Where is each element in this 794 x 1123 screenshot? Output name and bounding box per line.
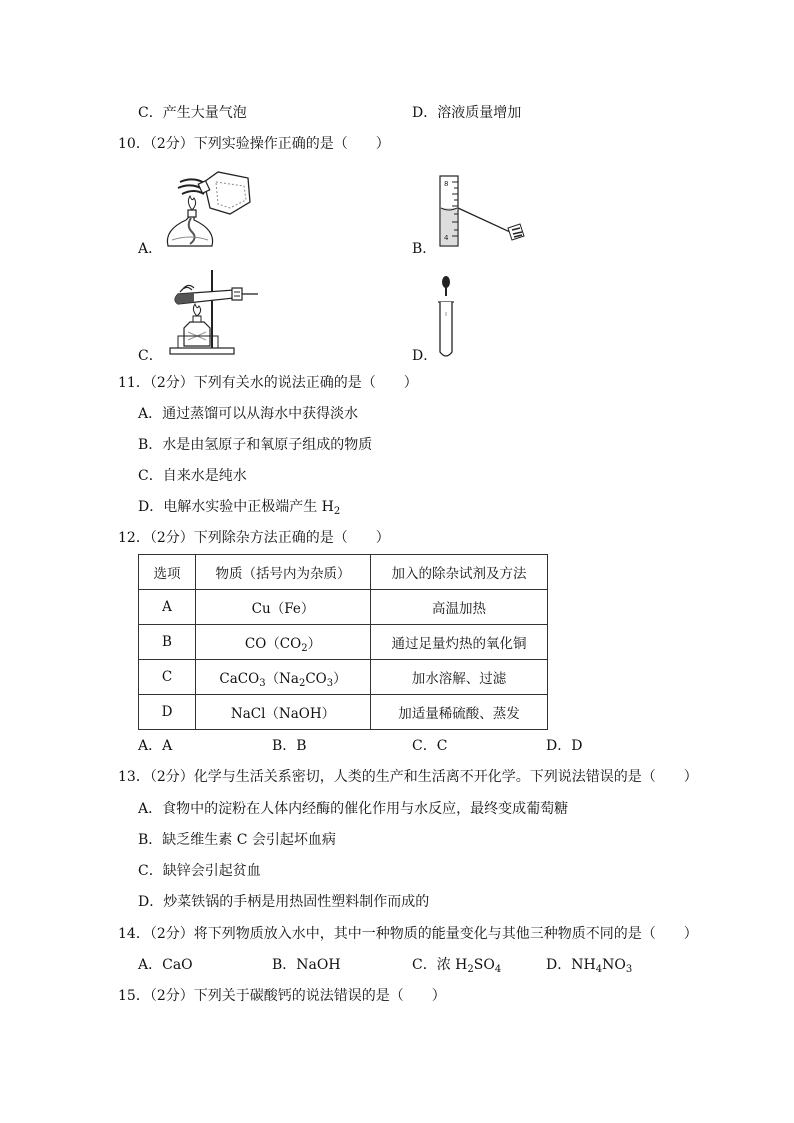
- q10-option-c-letter: C．: [138, 348, 163, 364]
- option-text: 产生大量气泡: [162, 105, 247, 121]
- q10-option-a-letter: A．: [138, 241, 163, 257]
- q15-stem: [118, 987, 446, 1005]
- question-text: 下列实验操作正确的是（ ）: [193, 136, 390, 152]
- option-letter: C．: [138, 105, 163, 121]
- q12-option-b: [272, 737, 307, 755]
- question-number: 12．: [118, 530, 150, 546]
- option-letter: A．: [138, 957, 163, 973]
- table-header-cell: 选项: [139, 555, 196, 590]
- q13-option-b: [138, 831, 336, 849]
- table-cell-method: 加适量稀硫酸、蒸发: [371, 695, 548, 730]
- q10-figure-b-cylinder-reading: [436, 174, 532, 250]
- subscript: 2: [467, 964, 474, 975]
- option-letter: A．: [138, 801, 163, 817]
- q11-stem: [118, 374, 418, 392]
- table-row: [139, 660, 548, 695]
- question-number: 13．: [118, 769, 150, 785]
- table-cell-substance: [196, 695, 371, 730]
- option-letter: A．: [138, 406, 163, 422]
- question-score: （2分）: [149, 988, 194, 1004]
- question-number: 10．: [118, 136, 150, 152]
- table-header-row: [139, 555, 548, 590]
- table-row: [139, 695, 548, 730]
- formula-part: CO（CO: [244, 636, 302, 652]
- q9-option-d: [412, 104, 521, 122]
- question-score: （2分）: [149, 769, 194, 785]
- question-text: 下列除杂方法正确的是（ ）: [193, 530, 390, 546]
- q11-option-a: [138, 405, 358, 423]
- formula-part: SO: [473, 957, 495, 973]
- formula-part: NaOH: [296, 957, 341, 973]
- question-score: （2分）: [149, 375, 194, 391]
- option-text: 电解水实验中正极端产生 H: [163, 499, 334, 515]
- formula-part: CaO: [162, 957, 193, 973]
- option-letter: C．: [138, 863, 163, 879]
- table-row: [139, 625, 548, 660]
- option-letter: B．: [138, 832, 163, 848]
- q10-figure-a-alcohol-lamp-pouring: [160, 168, 260, 256]
- subscript: 4: [494, 964, 502, 975]
- subscript: 3: [326, 678, 334, 689]
- option-text: A: [162, 738, 173, 754]
- question-text: 下列关于碳酸钙的说法错误的是（ ）: [193, 988, 446, 1004]
- option-letter: C．: [138, 468, 163, 484]
- option-text: 通过蒸馏可以从海水中获得淡水: [162, 406, 359, 422]
- option-text: 食物中的淀粉在人体内经酶的催化作用与水反应，最终变成葡萄糖: [162, 801, 569, 817]
- option-text: 炒菜铁锅的手柄是用热固性塑料制作而成的: [163, 894, 430, 910]
- q14-stem: [118, 925, 698, 943]
- q13-option-a: [138, 800, 568, 818]
- q12-option-a: [138, 737, 172, 755]
- formula-part: NH: [571, 957, 596, 973]
- option-text: B: [296, 738, 307, 754]
- option-text: C: [436, 738, 448, 754]
- q13-stem: [118, 768, 698, 786]
- table-cell-option: C: [139, 660, 196, 695]
- option-letter: C．: [412, 957, 437, 973]
- formula-part: ）: [333, 671, 347, 687]
- subscript: 3: [259, 678, 266, 689]
- option-letter: B．: [138, 437, 163, 453]
- q10-option-d-letter: D．: [412, 348, 438, 364]
- option-text: 缺锌会引起贫血: [162, 863, 261, 879]
- option-text: 水是由氢原子和氧原子组成的物质: [162, 437, 373, 453]
- table-cell-substance: [196, 625, 371, 660]
- formula-part: Cu（Fe）: [251, 601, 315, 617]
- cylinder-tick-4: 4: [444, 234, 449, 242]
- question-text: 化学与生活关系密切，人类的生产和生活离不开化学。下列说法错误的是（ ）: [193, 769, 698, 785]
- question-number: 15．: [118, 988, 150, 1004]
- q10-option-b-letter: B．: [412, 241, 437, 257]
- option-letter: D．: [546, 957, 572, 973]
- q13-option-c: [138, 862, 261, 880]
- question-score: （2分）: [149, 926, 194, 942]
- table-cell-substance: [196, 660, 371, 695]
- option-letter: D．: [138, 499, 164, 515]
- subscript: 2: [298, 678, 306, 689]
- option-letter: D．: [138, 894, 164, 910]
- table-header-cell: 物质（括号内为杂质）: [196, 555, 371, 590]
- question-score: （2分）: [149, 530, 194, 546]
- option-letter: C．: [412, 738, 437, 754]
- formula-part: CO: [305, 671, 327, 687]
- option-text: 缺乏维生素 C 会引起坏血病: [162, 832, 336, 848]
- q11-option-c: [138, 467, 247, 485]
- question-number: 11．: [118, 375, 150, 391]
- q13-option-d: [138, 893, 429, 911]
- q10-figure-d-dropper-test-tube: [432, 272, 468, 360]
- q11-option-d: [138, 498, 340, 516]
- table-row: [139, 590, 548, 625]
- option-letter: A．: [138, 738, 163, 754]
- option-text: D: [571, 738, 583, 754]
- q10-stem: [118, 135, 390, 153]
- subscript: 3: [625, 964, 633, 975]
- q12-stem: [118, 529, 390, 547]
- formula-part: 浓 H: [436, 957, 468, 973]
- table-cell-method: 高温加热: [371, 590, 548, 625]
- option-letter: D．: [546, 738, 572, 754]
- subscript: 2: [301, 643, 308, 654]
- question-number: 14．: [118, 926, 150, 942]
- q10-figure-c-heating-test-tube: [164, 266, 264, 360]
- option-text: 自来水是纯水: [162, 468, 247, 484]
- question-text: 下列有关水的说法正确的是（ ）: [193, 375, 418, 391]
- table-cell-substance: [196, 590, 371, 625]
- formula-part: NO: [602, 957, 626, 973]
- table-cell-method: 加水溶解、过滤: [371, 660, 548, 695]
- table-cell-option: D: [139, 695, 196, 730]
- formula-part: ）: [307, 636, 322, 652]
- q12-option-d: [546, 737, 582, 755]
- q14-option-d: [546, 956, 632, 974]
- q12-option-c: [412, 737, 447, 755]
- question-score: （2分）: [149, 136, 194, 152]
- formula-part: CaCO: [219, 671, 260, 687]
- cylinder-tick-8: 8: [444, 180, 449, 188]
- formula-part: （Na: [265, 671, 299, 687]
- table-cell-option: B: [139, 625, 196, 660]
- q12-removal-table: [138, 554, 548, 730]
- formula-part: NaCl（NaOH）: [230, 706, 336, 722]
- subscript: 4: [595, 964, 603, 975]
- q14-option-a: [138, 956, 193, 974]
- table-cell-option: A: [139, 590, 196, 625]
- q9-option-c: [138, 104, 247, 122]
- question-text: 将下列物质放入水中，其中一种物质的能量变化与其他三种物质不同的是（ ）: [193, 926, 698, 942]
- q11-option-b: [138, 436, 372, 454]
- option-text: 溶液质量增加: [437, 105, 522, 121]
- option-letter: B．: [272, 957, 297, 973]
- q14-option-c: [412, 956, 501, 974]
- option-letter: D．: [412, 105, 438, 121]
- q14-option-b: [272, 956, 341, 974]
- table-cell-method: 通过足量灼热的氧化铜: [371, 625, 548, 660]
- table-header-cell: 加入的除杂试剂及方法: [371, 555, 548, 590]
- subscript: 2: [333, 506, 341, 517]
- option-letter: B．: [272, 738, 297, 754]
